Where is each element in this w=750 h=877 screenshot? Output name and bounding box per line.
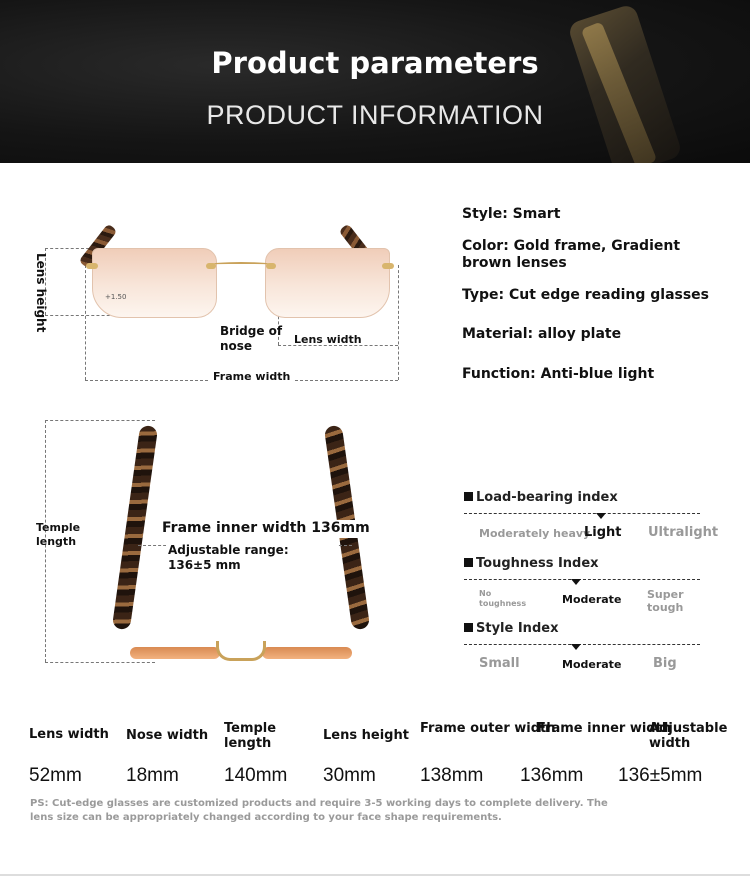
left-temple: [112, 425, 158, 631]
spec-function: Function: Anti-blue light: [462, 366, 655, 382]
temple-length-bottom-guide: [45, 662, 155, 663]
dim-header-lens-width: Lens width: [29, 727, 109, 742]
lens-height-label: Lens height: [34, 253, 48, 333]
dim-value-frame-outer-width: 138mm: [420, 765, 484, 786]
style-option-moderate: Moderate: [562, 658, 622, 671]
dim-header-frame-outer-width: Frame outer width: [420, 721, 556, 736]
style-index-title: Style Index: [464, 621, 558, 636]
left-lens: [92, 248, 217, 318]
toughness-option-super-tough: Super tough: [647, 588, 684, 615]
bottom-divider: [0, 874, 750, 876]
spec-material: Material: alloy plate: [462, 326, 622, 342]
spec-type: Type: Cut edge reading glasses: [462, 287, 710, 303]
frame-width-right-guide: [398, 265, 399, 380]
spec-style: Style: Smart: [462, 206, 561, 222]
dim-header-frame-inner-width: Frame inner width: [537, 721, 672, 736]
right-lens: [265, 248, 390, 318]
adjustable-range-label: Adjustable range: 136±5 mm: [166, 543, 338, 573]
style-index-marker: [571, 644, 581, 650]
top-view-diagram: [30, 415, 420, 670]
frame-width-label: Frame width: [210, 370, 293, 384]
right-bridge-screw: [266, 263, 276, 269]
dim-value-nose-width: 18mm: [126, 765, 179, 786]
frame-width-left-guide: [85, 265, 86, 380]
page-title: Product parameters: [211, 46, 539, 80]
toughness-index-scale: [464, 579, 700, 580]
toughness-index-title: Toughness Index: [464, 556, 599, 571]
load-bearing-option-moderately-heavy: Moderately heavy: [479, 527, 591, 540]
front-frame-left: [130, 647, 220, 659]
dim-header-adjustable-width: Adjustable width: [649, 721, 728, 751]
toughness-index-marker: [571, 579, 581, 585]
load-bearing-option-light: Light: [584, 525, 622, 540]
dim-header-temple-length: Temple length: [224, 721, 277, 751]
lens-power-mark: +1.50: [105, 293, 127, 301]
load-bearing-index-title: Load-bearing index: [464, 490, 618, 505]
left-hinge: [86, 263, 98, 269]
nose-bridge: [210, 262, 272, 267]
top-view-bridge: [216, 641, 266, 661]
temple-length-top-guide: [45, 420, 155, 421]
style-option-small: Small: [479, 656, 520, 671]
load-bearing-index-scale: [464, 513, 700, 514]
right-hinge: [382, 263, 394, 269]
toughness-option-no-toughness: No toughness: [479, 589, 527, 608]
load-bearing-option-ultralight: Ultralight: [648, 525, 719, 540]
temple-length-label: Temple length: [36, 521, 81, 548]
dim-value-temple-length: 140mm: [224, 765, 288, 786]
bridge-of-nose-label: Bridge of nose: [220, 324, 283, 353]
toughness-option-moderate: Moderate: [562, 593, 622, 606]
dim-value-lens-width: 52mm: [29, 765, 82, 786]
header-banner: [0, 0, 750, 163]
dim-header-nose-width: Nose width: [126, 728, 209, 743]
dim-header-lens-height: Lens height: [323, 728, 409, 743]
front-frame-right: [262, 647, 352, 659]
page-subtitle: PRODUCT INFORMATION: [206, 100, 544, 130]
front-view-diagram: [30, 205, 420, 390]
dim-value-frame-inner-width: 136mm: [520, 765, 584, 786]
delivery-note: PS: Cut-edge glasses are customized products and require 3-5 working days to complete delivery. The lens size can be appropriately changed according to your face shape requirements.: [30, 798, 608, 823]
lens-width-label: Lens width: [294, 333, 362, 346]
left-bridge-screw: [206, 263, 216, 269]
style-option-big: Big: [653, 656, 677, 671]
spec-color: Color: Gold frame, Gradient brown lenses: [462, 238, 681, 271]
dim-value-lens-height: 30mm: [323, 765, 376, 786]
load-bearing-index-marker: [596, 513, 606, 519]
style-index-scale: [464, 644, 700, 645]
frame-inner-width-label: Frame inner width 136mm: [162, 520, 370, 536]
dim-value-adjustable-width: 136±5mm: [618, 765, 703, 786]
